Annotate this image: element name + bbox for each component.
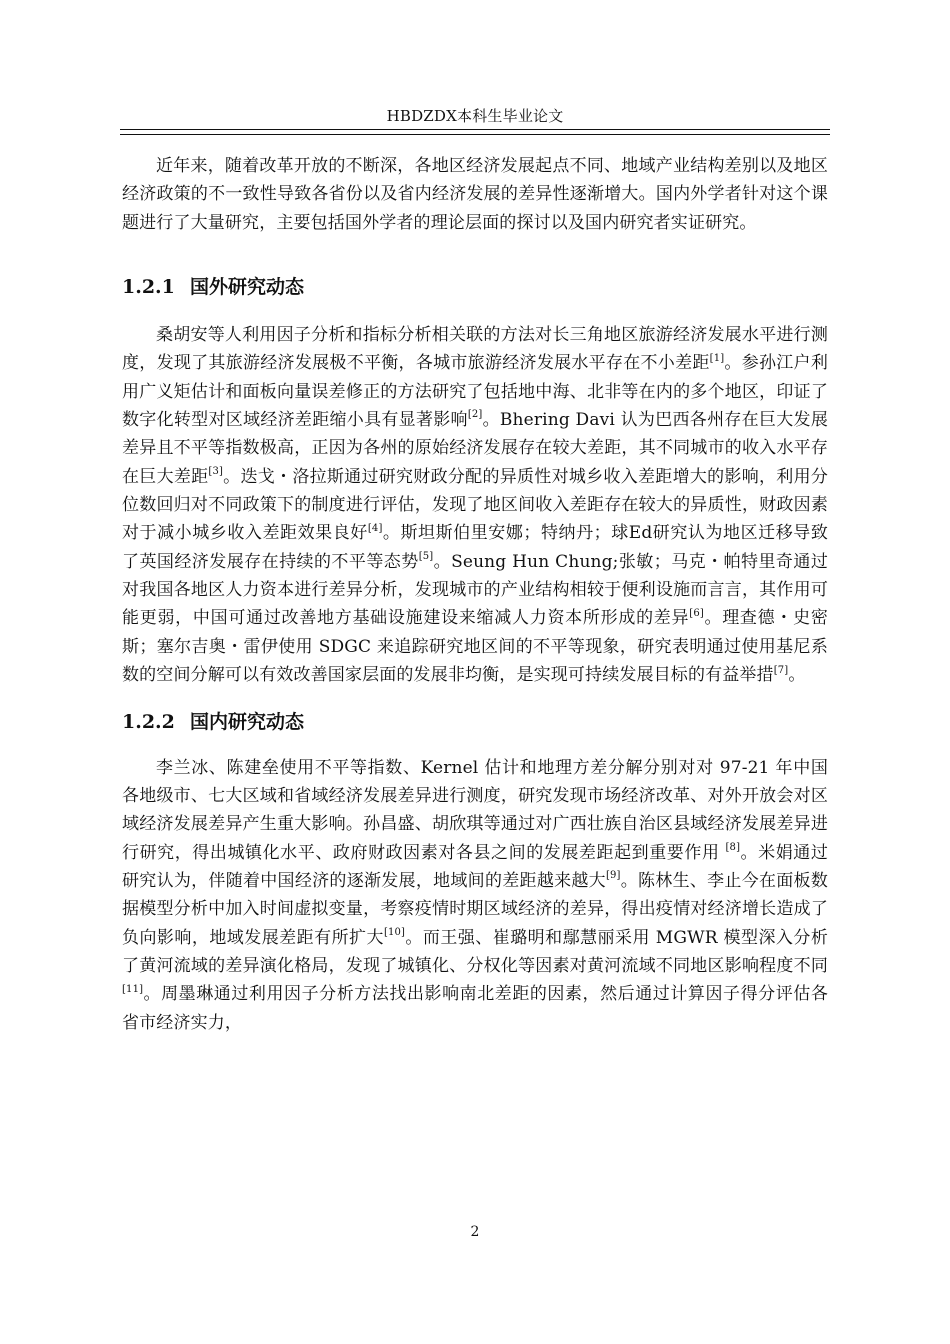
section-heading-domestic <box>122 708 828 736</box>
text-segment: 。周墨琳通过利用因子分析方法找出影响南北差距的因素，然后通过计算因子得分评估各省市经济实力， <box>122 984 828 1033</box>
citation-ref: [3] <box>208 466 224 478</box>
text-segment: 。迭戈・洛拉斯通过研究财政分配的异质性对城乡收入差距增大的影响，利用分位数回归对不同政策下的制度进行评估，发现了地区间收入差距存在较大的异质性，财政因素对于减小城乡收入差距效果良好 <box>122 466 828 544</box>
intro-paragraph: 近年来，随着改革开放的不断深，各地区经济发展起点不同、地域产业结构差别以及地区经济政策的不一致性导致各省份以及省内经济发展的差异性逐渐增大。国内外学者针对这个课题进行了大量研究，主要包括国外学者的理论层面的探讨以及国内研究者实证研究。 <box>122 156 828 233</box>
text-segment: 。Seung Hun Chung;张敏；马克・帕特里奇通过对我国各地区人力资本进行差异分析，发现城市的产业结构相较于便利设施而言言，其作用可能更弱，中国可通过改善地方基础设施建设来缩减人力资本所形成的差异 <box>122 551 828 629</box>
text-segment: 。理查德・史密斯；塞尔吉奥・雷伊使用 SDGC 来追踪研究地区间的不平等现象，研究表明通过使用基尼系数的空间分解可以有效改善国家层面的发展非均衡，是实现可持续发展目标的有益举措 <box>122 608 828 686</box>
section-title: 国外研究动态 <box>190 276 305 299</box>
text-segment: 。米娟通过研究认为，伴随着中国经济的逐渐发展，地域间的差距越来越大 <box>122 842 828 891</box>
section-title: 国内研究动态 <box>190 710 305 733</box>
citation-ref: [1] <box>709 352 725 364</box>
header-rule-thin <box>120 134 830 135</box>
text-segment: 桑胡安等人利用因子分析和指标分析相关联的方法对长三角地区旅游经济发展水平进行测度，发现了其旅游经济发展极不平衡，各城市旅游经济发展水平存在不小差距 <box>122 325 828 374</box>
text-segment: 。 <box>788 665 806 686</box>
citation-ref: [9] <box>605 870 621 882</box>
text-segment: 。Bhering Davi 认为巴西各州存在巨大发展差异且不平等指数极高，正因为各州的原始经济发展存在较大差距，其不同城市的收入水平存在巨大差距 <box>122 410 829 487</box>
text-segment: 。而王强、崔璐明和鄢慧丽采用 MGWR 模型深入分析了黄河流域的差异演化格局，发现了城镇化、分权化等因素对黄河流域不同地区影响程度不同 <box>122 927 828 976</box>
page-number: 2 <box>470 1224 480 1240</box>
page-body <box>122 152 828 1037</box>
running-header: HBDZDX本科生毕业论文 <box>386 107 564 125</box>
section-heading-foreign <box>122 273 828 301</box>
text-segment: 。斯坦斯伯里安娜；特纳丹；球Ed研究认为地区迁移导致了英国经济发展存在持续的不平等态势 <box>122 523 828 572</box>
citation-ref: [4] <box>367 522 383 534</box>
section-number: 1.2.1 <box>122 276 175 299</box>
section-number: 1.2.2 <box>122 710 175 733</box>
foreign-research-paragraph <box>122 321 828 689</box>
domestic-research-paragraph <box>122 754 828 1037</box>
text-segment: 。陈林生、李止今在面板数据模型分析中加入时间虚拟变量，考察疫情时期区域经济的差异，得出疫情对经济增长造成了负向影响，地域发展差距有所扩大 <box>122 870 828 948</box>
text-segment: 李兰冰、陈建垒使用不平等指数、Kernel 估计和地理方差分解分别对对 97-21 年中国各地级市、七大区域和省域经济发展差异进行测度，研究发现市场经济改革、对外开放会对区域经济发展差异产生重大影响。孙昌盛、胡欣琪等通过对广西壮族自治区县域经济发展差异进行研究，得出城镇化水平、政府财政因素对各县之间的发展差距起到重要作用 <box>122 757 828 863</box>
citation-ref: [8] <box>725 841 741 853</box>
citation-ref: [6] <box>689 607 704 619</box>
citation-ref: [11] <box>122 983 144 995</box>
header-rule <box>120 129 830 130</box>
citation-ref: [5] <box>418 551 434 563</box>
citation-ref: [7] <box>773 664 789 676</box>
text-segment: 。参孙江户利用广义矩估计和面板向量误差修正的方法研究了包括地中海、北非等在内的多个地区，印证了数字化转型对区域经济差距缩小具有显著影响 <box>122 353 828 431</box>
citation-ref: [10] <box>383 926 406 938</box>
citation-ref: [2] <box>467 409 483 421</box>
